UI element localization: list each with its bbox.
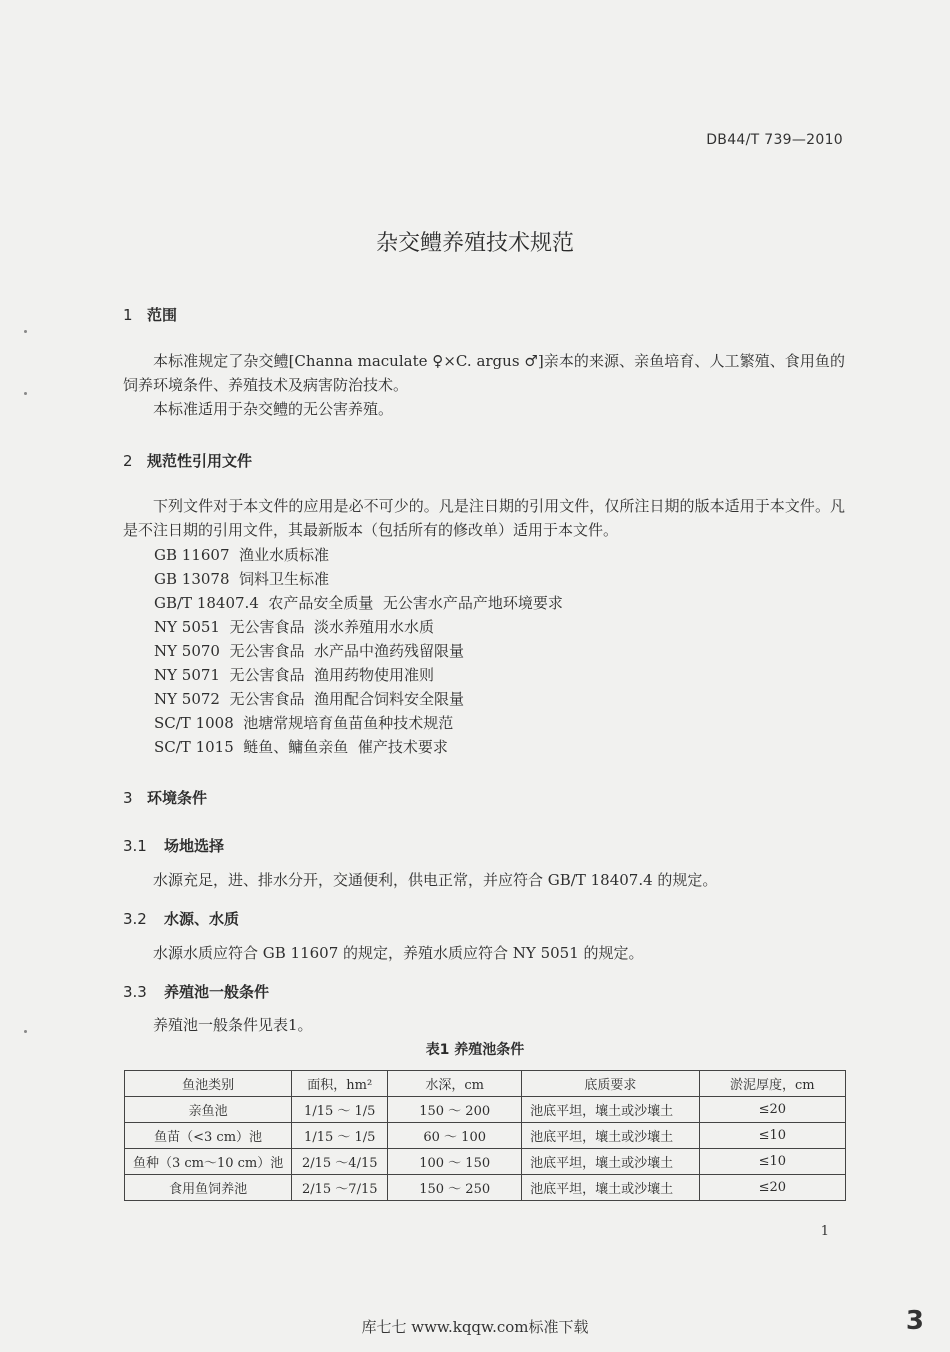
subsection-3-2-text: 水源水质应符合 GB 11607 的规定，养殖水质应符合 NY 5051 的规定。 <box>153 944 644 962</box>
table-cell: 池底平坦，壤土或沙壤土 <box>522 1123 700 1149</box>
pond-conditions-table <box>124 1070 846 1201</box>
section-number: 3 <box>123 789 133 807</box>
footer-watermark: 库七七 www.kqqw.com标准下载 <box>361 1318 589 1336</box>
reference-item: SC/T 1015 鲢鱼、鳙鱼亲鱼 催产技术要求 <box>154 738 448 756</box>
section-title: 规范性引用文件 <box>147 452 253 470</box>
table-cell: ≤20 <box>699 1097 845 1123</box>
table-cell: ≤10 <box>699 1123 845 1149</box>
reference-item: NY 5070 无公害食品 水产品中渔药残留限量 <box>154 642 465 660</box>
table-cell: 池底平坦，壤土或沙壤土 <box>522 1097 700 1123</box>
column-header: 底质要求 <box>522 1071 700 1097</box>
reference-item: GB/T 18407.4 农产品安全质量 无公害水产品产地环境要求 <box>154 594 563 612</box>
subsection-number: 3.2 <box>123 910 147 928</box>
reference-item: SC/T 1008 池塘常规培育鱼苗鱼种技术规范 <box>154 714 454 732</box>
table-cell: 鱼苗（<3 cm）池 <box>125 1123 292 1149</box>
section-2-heading <box>123 450 252 471</box>
subsection-3-1-text: 水源充足，进、排水分开，交通便利，供电正常，并应符合 GB/T 18407.4 的规定。 <box>153 871 718 889</box>
subsection-title: 养殖池一般条件 <box>164 983 270 1001</box>
table-row <box>125 1123 846 1149</box>
subsection-title: 水源、水质 <box>164 910 240 928</box>
column-header: 水深，cm <box>388 1071 522 1097</box>
reference-item: GB 13078 饲料卫生标准 <box>154 570 330 588</box>
subsection-number: 3.3 <box>123 983 147 1001</box>
document-title: 杂交鳢养殖技术规范 <box>375 231 574 256</box>
table-caption: 表1 养殖池条件 <box>425 1042 525 1058</box>
section-title: 范围 <box>147 306 178 324</box>
table-row <box>125 1149 846 1175</box>
section-title: 环境条件 <box>147 789 208 807</box>
section-1-heading <box>123 304 177 325</box>
reference-item: NY 5071 无公害食品 渔用药物使用准则 <box>154 666 435 684</box>
column-header: 淤泥厚度，cm <box>699 1071 845 1097</box>
table-cell: 60 ～ 100 <box>388 1123 522 1149</box>
table-cell: 鱼种（3 cm～10 cm）池 <box>125 1149 292 1175</box>
table-row <box>125 1175 846 1201</box>
section-2-paragraph-1: 下列文件对于本文件的应用是必不可少的。凡是注日期的引用文件，仅所注日期的版本适用于本文件。凡是不注日期的引用文件，其最新版本（包括所有的修改单）适用于本文件。 <box>123 497 845 539</box>
subsection-3-1-heading <box>123 835 224 856</box>
scan-speck <box>24 330 27 333</box>
corner-page-number: 3 <box>905 1306 924 1336</box>
section-1-paragraph-1: 本标准规定了杂交鳢[Channa maculate ♀×C. argus ♂]亲本的来源、亲鱼培育、人工繁殖、食用鱼的饲养环境条件、养殖技术及病害防治技术。 <box>123 352 845 394</box>
section-1-paragraph-2: 本标准适用于杂交鳢的无公害养殖。 <box>153 400 394 418</box>
table-cell: 2/15 ～4/15 <box>292 1149 388 1175</box>
column-header: 鱼池类别 <box>125 1071 292 1097</box>
table-cell: 池底平坦，壤土或沙壤土 <box>522 1175 700 1201</box>
column-header: 面积，hm² <box>292 1071 388 1097</box>
table-cell: ≤20 <box>699 1175 845 1201</box>
table-cell: 1/15 ～ 1/5 <box>292 1097 388 1123</box>
section-number: 2 <box>123 452 133 470</box>
table-cell: 池底平坦，壤土或沙壤土 <box>522 1149 700 1175</box>
scan-speck <box>24 392 27 395</box>
page-number: 1 <box>820 1224 829 1239</box>
table-cell: 150 ～ 250 <box>388 1175 522 1201</box>
table-cell: 1/15 ～ 1/5 <box>292 1123 388 1149</box>
table-cell: 150 ～ 200 <box>388 1097 522 1123</box>
table-cell: 食用鱼饲养池 <box>125 1175 292 1201</box>
subsection-3-3-text: 养殖池一般条件见表1。 <box>153 1016 313 1034</box>
table-row <box>125 1097 846 1123</box>
reference-item: NY 5051 无公害食品 淡水养殖用水水质 <box>154 618 435 636</box>
section-3-heading <box>123 787 207 808</box>
reference-item: GB 11607 渔业水质标准 <box>154 546 330 564</box>
table-cell: 2/15 ～7/15 <box>292 1175 388 1201</box>
reference-item: NY 5072 无公害食品 渔用配合饲料安全限量 <box>154 690 465 708</box>
scan-speck <box>24 1030 27 1033</box>
subsection-title: 场地选择 <box>164 837 225 855</box>
table-header-row <box>125 1071 846 1097</box>
table-cell: ≤10 <box>699 1149 845 1175</box>
table-cell: 100 ～ 150 <box>388 1149 522 1175</box>
subsection-3-2-heading <box>123 908 239 929</box>
section-number: 1 <box>123 306 133 324</box>
standard-code: DB44/T 739—2010 <box>706 132 843 148</box>
table-cell: 亲鱼池 <box>125 1097 292 1123</box>
subsection-number: 3.1 <box>123 837 147 855</box>
subsection-3-3-heading <box>123 981 269 1002</box>
